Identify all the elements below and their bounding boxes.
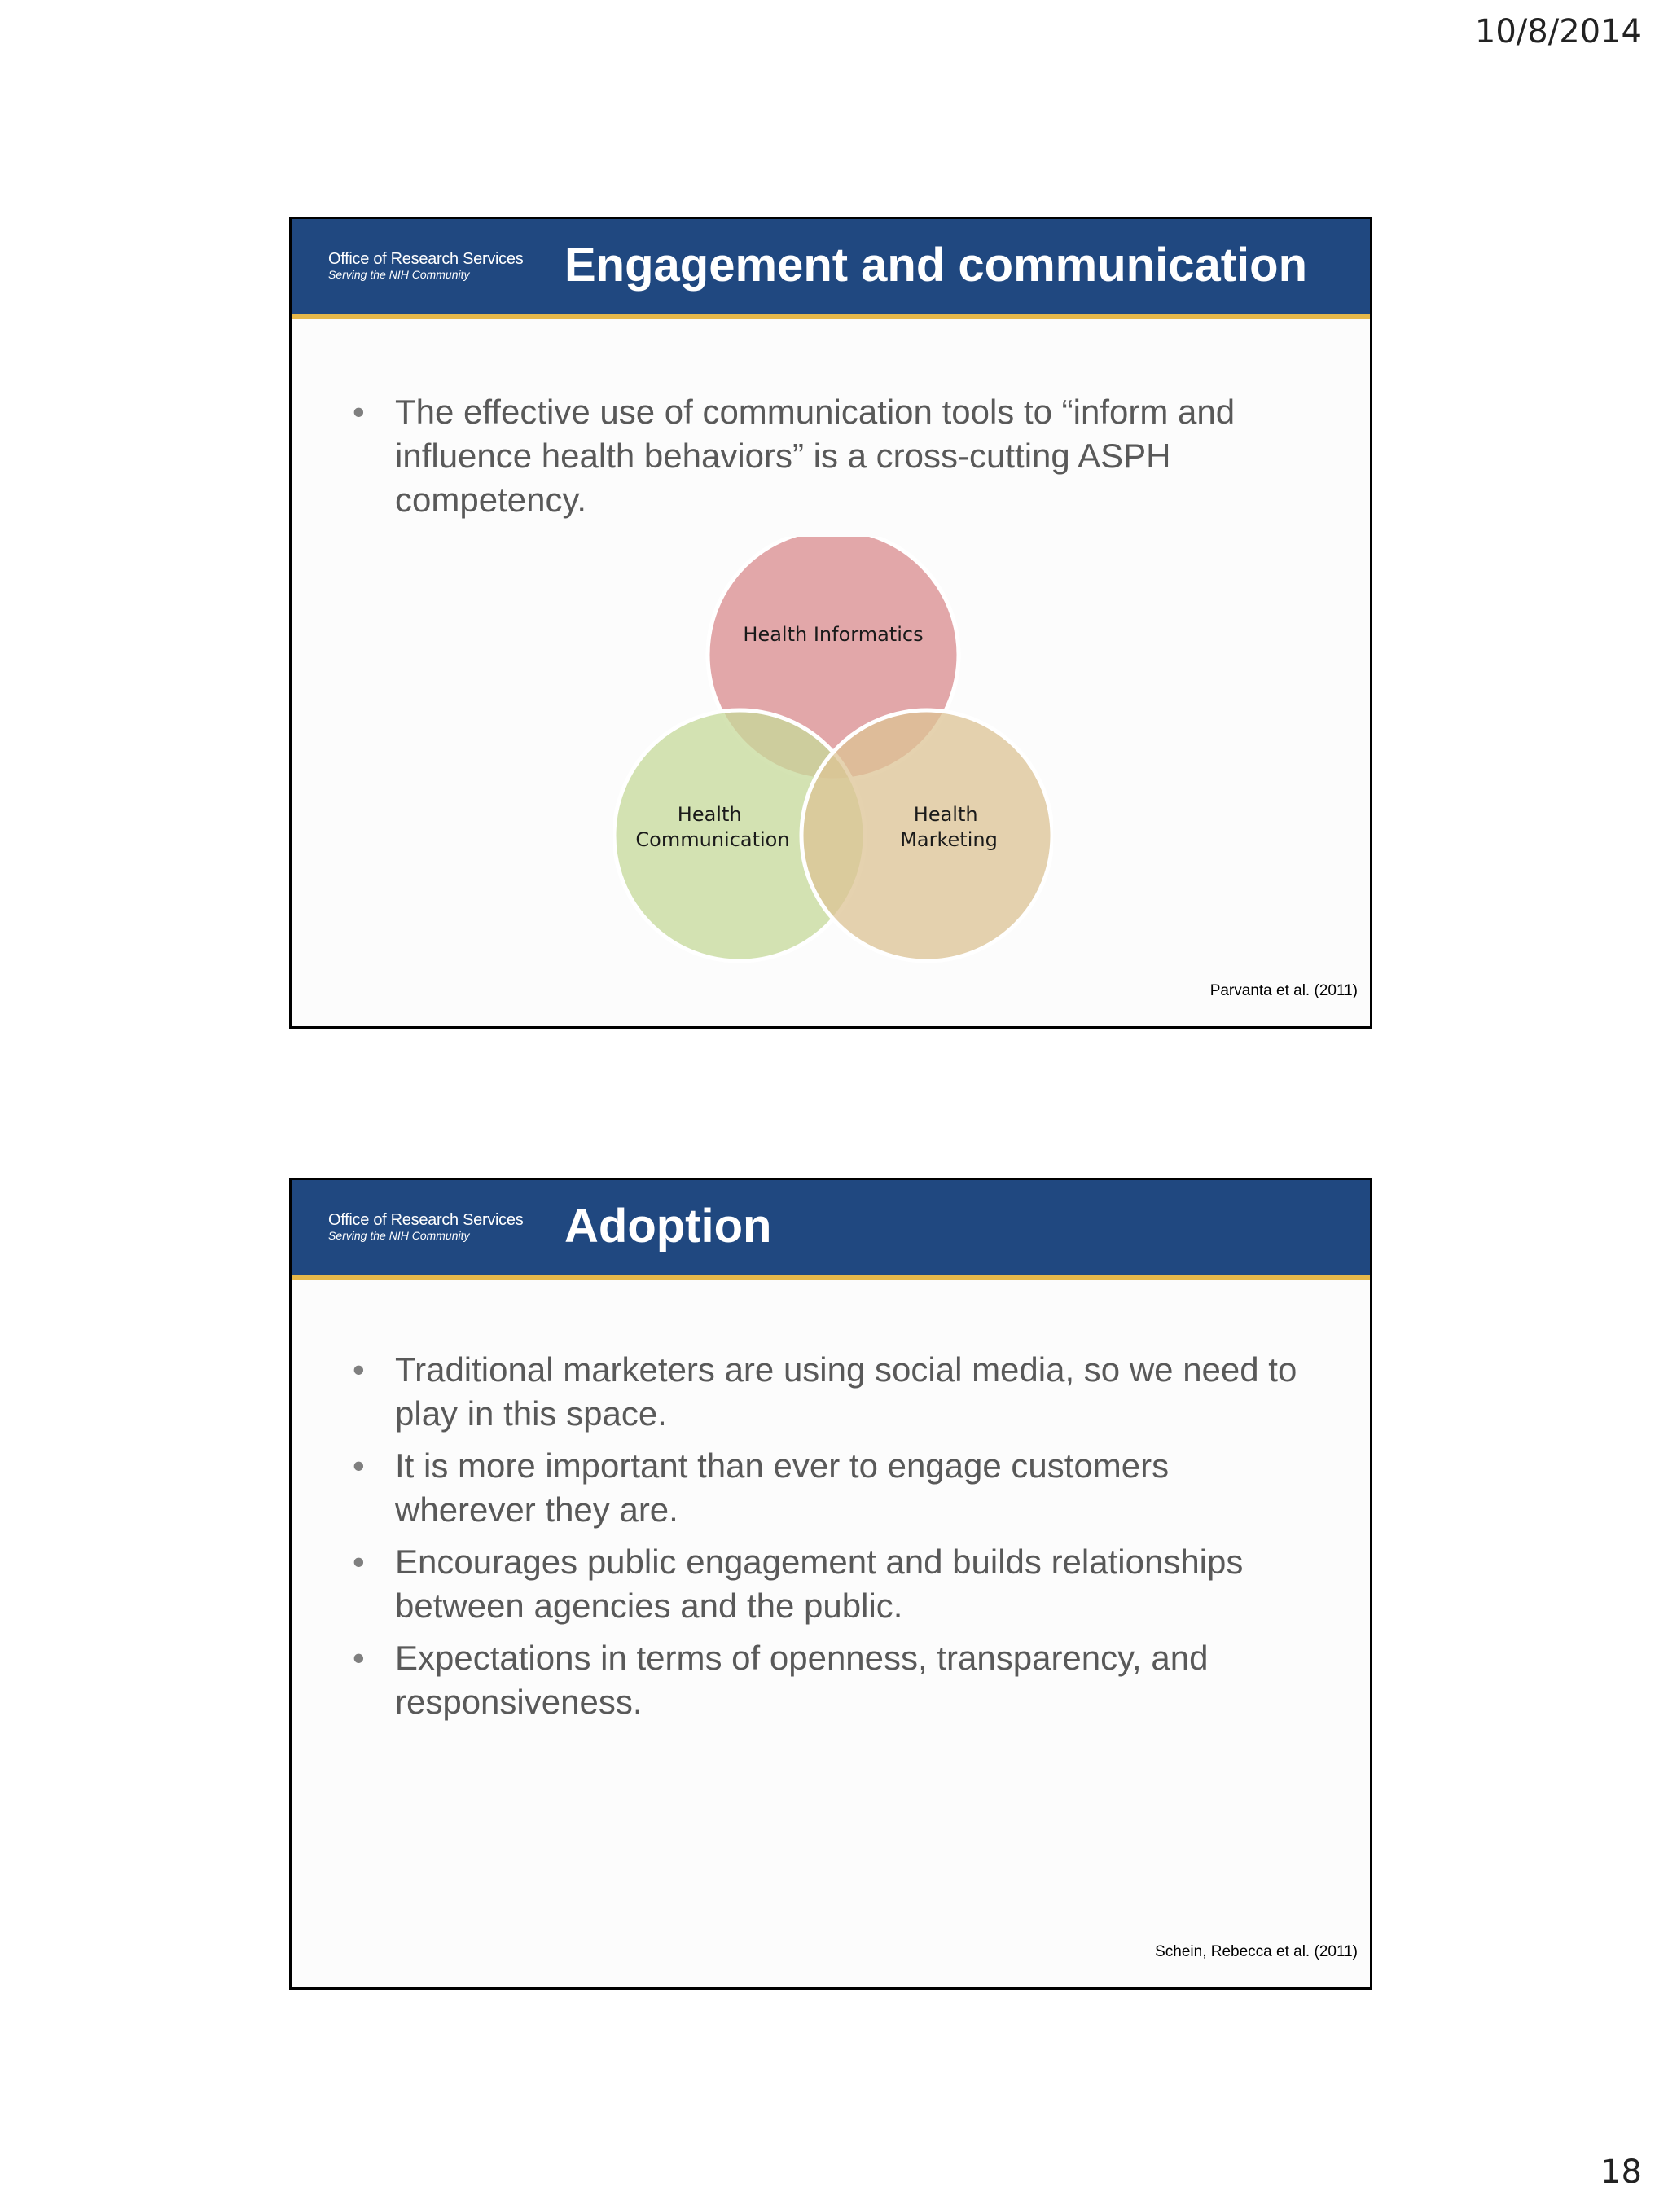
bullet-item [353,1444,1314,1532]
citation: Parvanta et al. (2011) [1209,982,1358,999]
page-date: 10/8/2014 [1474,13,1642,50]
bullet-text: Expectations in terms of openness, transparency, and responsiveness. [395,1639,1209,1721]
bullet-item [353,1636,1314,1724]
venn-label-line: Communication [635,828,790,851]
page-number: 18 [1600,2153,1642,2191]
bullet-icon: • [353,1639,365,1677]
bullet-item [353,1348,1314,1436]
bullet-icon: • [353,1350,365,1389]
bullet-item [353,1540,1314,1628]
venn-label-line: Marketing [900,828,998,851]
logo-tagline: Serving the NIH Community [328,268,470,281]
slide-engagement [289,217,1372,1029]
bullet-list [353,390,1314,530]
slide-header [292,1180,1370,1280]
bullet-text: Encourages public engagement and builds relationships between agencies and the public. [395,1543,1244,1625]
bullet-icon: • [353,1543,365,1581]
bullet-icon: • [353,393,365,431]
citation: Schein, Rebecca et al. (2011) [1155,1943,1358,1960]
ors-logo [328,1211,523,1242]
bullet-text: It is more important than ever to engage customers wherever they are. [395,1446,1170,1529]
bullet-text: The effective use of communication tools to “inform and influence health behaviors” is a cross-cutting ASPH competency. [395,393,1236,519]
logo-org-name: Office of Research Services [328,250,524,268]
venn-label-line: Health [677,803,742,826]
venn-label-health-informatics: Health Informatics [743,623,924,646]
slide-header [292,219,1370,319]
slide-title: Engagement and communication [564,239,1307,292]
venn-label-line: Health [913,803,978,826]
bullet-icon: • [353,1446,365,1485]
logo-org-name: Office of Research Services [328,1211,524,1229]
bullet-text: Traditional marketers are using social media, so we need to play in this space. [395,1350,1297,1433]
bullet-item [353,390,1314,522]
logo-tagline: Serving the NIH Community [328,1229,470,1242]
bullet-list [353,1348,1314,1732]
slide-adoption [289,1178,1372,1990]
venn-diagram [613,537,1053,977]
ors-logo [328,250,523,281]
slide-title: Adoption [564,1200,772,1253]
